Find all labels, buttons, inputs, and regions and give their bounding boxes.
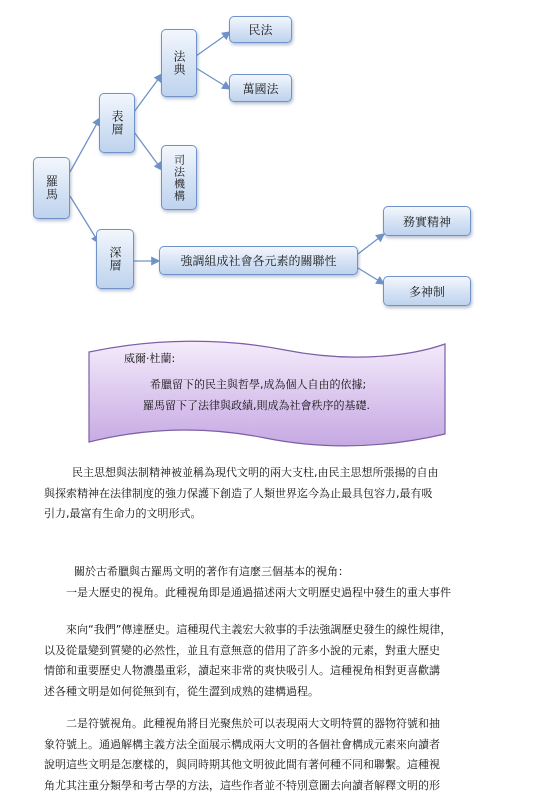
paragraph-intro (44, 463, 498, 525)
paragraph-symbolic (44, 714, 498, 796)
quote-line-2: 羅馬留下了法律與政績,則成為社會秩序的基礎. (143, 399, 370, 412)
node-civil-law (229, 16, 292, 43)
paragraph-grand-history (44, 620, 498, 702)
node-relation-label: 強調組成社會各元素的關聯性 (180, 254, 337, 268)
grand-history-line: 情節和重要歷史人物濃墨重彩，讀起來非常的爽快吸引人。這種視角相對更喜歡講 (44, 664, 440, 677)
node-relation (159, 246, 358, 275)
node-pragmatism (383, 206, 471, 236)
paragraph-intro-line: 與探索精神在法律制度的強力保護下創造了人類世界迄今為止最具包容力,最有吸 (44, 486, 433, 500)
node-rome (33, 157, 70, 219)
node-jus-gentium (229, 74, 292, 102)
paragraph-perspectives-heading (44, 562, 498, 603)
grand-history-line: 來向“我們”傳達歷史。這種現代主義宏大敘事的手法強調歷史發生的線性規律， (66, 623, 452, 636)
node-code (161, 29, 197, 97)
node-polytheism (383, 276, 471, 306)
symbolic-line: 象符號上。通過解構主義方法全面展示構成兩大文明的各個社會構成元素來向讀者 (44, 737, 440, 751)
node-judiciary-label: 司法機構 (172, 153, 186, 202)
paragraph-intro-line: 引力,最富有生命力的文明形式。 (44, 507, 202, 520)
node-deep (96, 229, 134, 289)
node-deep-label: 深層 (108, 246, 122, 272)
node-rome-label: 羅馬 (44, 175, 59, 201)
node-pragmatism-label: 務實精神 (402, 214, 451, 229)
node-surface-label: 表層 (110, 110, 124, 136)
quote-author: 威爾·杜蘭: (124, 352, 176, 365)
grand-history-line: 述各種文明是如何從無到有，從生澀到成熟的建構過程。 (44, 684, 319, 698)
symbolic-line: 角尤其注重分類學和考古學的方法，這些作者並不特別意圖去向讀者解釋文明的形 (44, 778, 440, 792)
node-polytheism-label: 多神制 (408, 284, 445, 299)
node-civil-law-label: 民法 (248, 23, 273, 37)
node-code-label: 法典 (172, 50, 186, 76)
perspective-one-intro: 一是大歷史的視角。此種視角即是通過描述兩大文明歷史過程中發生的重大事件 (66, 585, 451, 599)
paragraph-intro-line: 民主思想與法制精神被並稱為現代文明的兩大支柱,由民主思想所張揚的自由 (72, 466, 439, 479)
symbolic-line: 二是符號視角。此種視角將目光聚焦於可以表現兩大文明特質的器物符號和抽 (66, 717, 440, 730)
perspectives-heading: 關於古希臘與古羅馬文明的著作有這麼三個基本的視角： (74, 565, 349, 578)
node-surface (99, 93, 135, 153)
node-judiciary (161, 145, 197, 210)
symbolic-line: 說明這些文明是怎麼樣的，與同時期其他文明彼此間有著何種不同和聯繫。這種視 (44, 758, 440, 771)
node-jus-gentium-label: 萬國法 (242, 81, 279, 96)
quote-line-1: 希臘留下的民主與哲學,成為個人自由的依據; (150, 378, 367, 391)
grand-history-line: 以及從量變到質變的必然性，並且有意無意的借用了許多小說的元素，對重大歷史 (44, 643, 440, 657)
